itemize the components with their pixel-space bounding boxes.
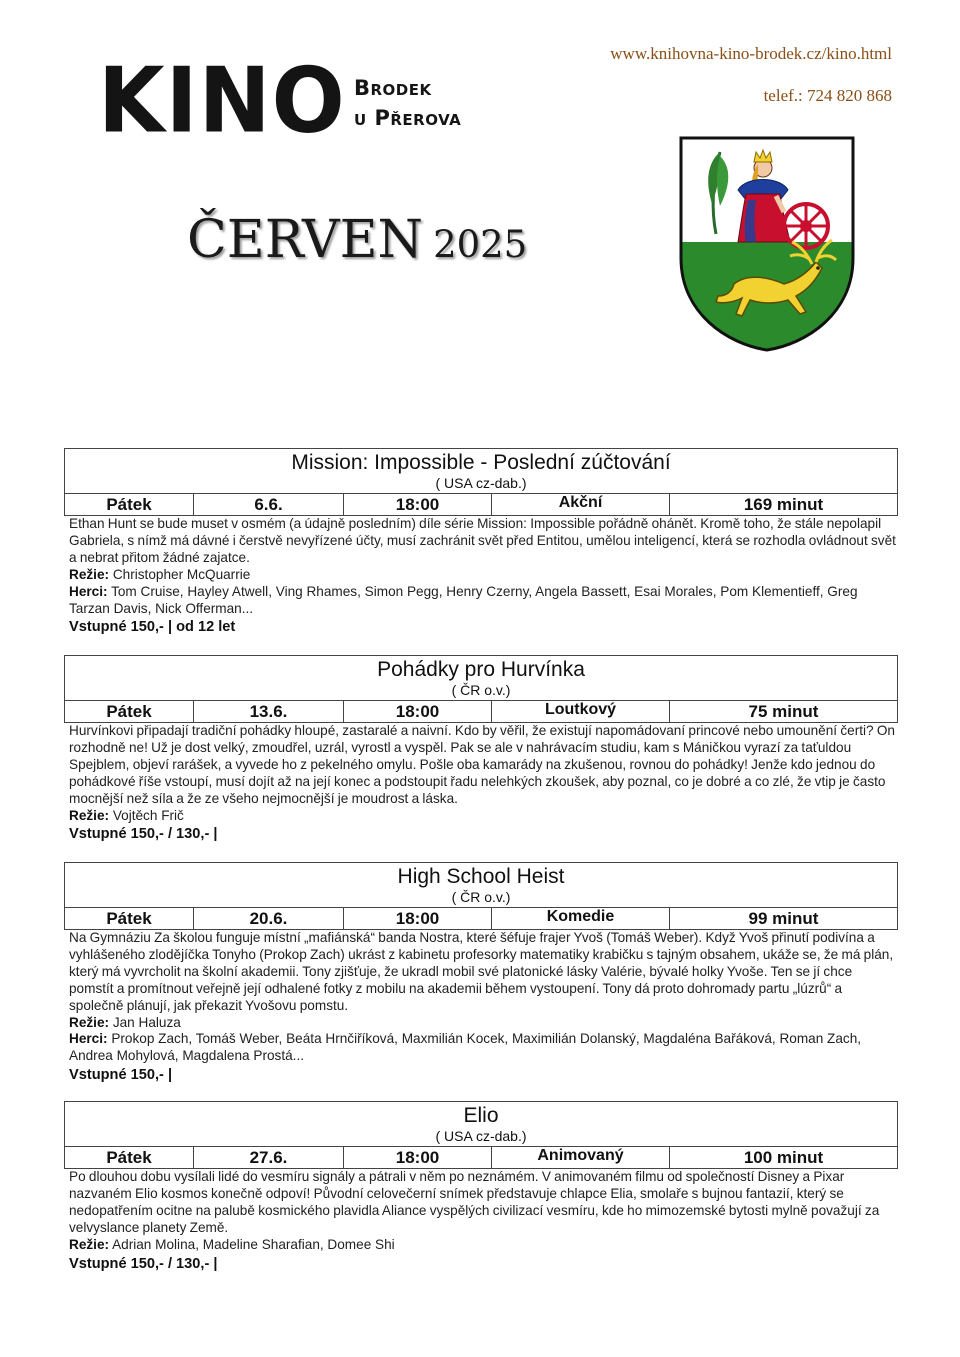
screening-time: 18:00 — [344, 494, 492, 515]
screening-info-row — [64, 907, 898, 930]
logo-town-line1: Brodek — [354, 76, 432, 100]
film-genre: Animovaný — [492, 1147, 670, 1168]
cinema-logo — [98, 48, 498, 154]
film-entry — [64, 448, 898, 636]
screening-day: Pátek — [65, 908, 194, 929]
screening-date: 20.6. — [194, 908, 344, 929]
cast-label: Herci: — [69, 583, 108, 599]
film-title: Pohádky pro Hurvínka — [377, 658, 585, 681]
film-genre: Loutkový — [492, 701, 670, 722]
month-name: ČERVEN — [187, 210, 424, 270]
director-names: Christopher McQuarrie — [112, 566, 251, 582]
phone-number: telef.: 724 820 868 — [763, 86, 892, 105]
screening-date: 13.6. — [194, 701, 344, 722]
director-label: Režie: — [69, 1014, 110, 1030]
cast-names: Prokop Zach, Tomáš Weber, Beáta Hrnčiříková, Maxmilián Kocek, Maximilián Dolanský, Magdaléna Bařáková, Roman Zach, Andrea Mohylová, Magdalena Prostá... — [69, 1031, 862, 1064]
film-price: Vstupné 150,- / 130,- | — [69, 1255, 218, 1272]
director-label: Režie: — [69, 1236, 110, 1252]
film-description: Po dlouhou dobu vysílali lidé do vesmíru signály a pátrali v něm po neznámém. V animovaném filmu od společností Disney a Pixar nazvaném Elio kosmos konečně odpoví! Původní celovečerní snímek představuje chlapce Elia, smolaře s bujnou fantazií, který se nedopatřením ocitne na palubě kosmického plavidla Aliance vyspělých civilizací vesmíru, kde ho mimozemské bytosti mylně považují za velvyslance planety Země. — [69, 1169, 880, 1235]
film-genre: Komedie — [492, 908, 670, 929]
screening-date: 6.6. — [194, 494, 344, 515]
film-origin: ( ČR o.v.) — [451, 889, 511, 905]
film-header — [64, 655, 898, 700]
film-description: Hurvínkovi připadají tradiční pohádky hloupé, zastaralé a naivní. Kdo by věřil, že existují napomádovaní princové nebo umounění čerti? On rozhodně ne! Už je dost velký, zmoudřel, uzrál, vyrostl a vyspěl. Pak se ale v nahrávacím studiu, kam s Máničkou vyrazí za taťuldou Spejblem, objeví rarášek, a vyvede ho z pekelného omylu. Pošle oba kamarády na zkušenou, rovnou do pohádky! Jenže kdo jednou do pohádkové říše vstoupí, musí dojít až na její konec a podstoupit řadu nelehkých zkoušek, aby poznal, co je dobré a co zlé, že vtip je často mocnější než síla a že ze všeho nejmocnější je moudrost a láska. — [69, 723, 895, 806]
logo-kino-text: KINO — [98, 48, 346, 154]
film-origin: ( USA cz-dab.) — [435, 1128, 527, 1144]
film-cast — [69, 584, 898, 618]
film-director — [69, 1015, 898, 1032]
film-price: Vstupné 150,- | od 12 let — [69, 619, 236, 636]
screening-day: Pátek — [65, 701, 194, 722]
film-description: Ethan Hunt se bude muset v osmém (a údajně posledním) díle série Mission: Impossible pořádně ohánět. Kromě toho, že stále nepolapil Gabriela, s nímž má dávné i čerstvě nevyřízené účty, musí zachránit svět před Entitou, umělou inteligencí, která se rozhodla ovládnout svět a nebrat přitom žádné zajatce. — [69, 516, 896, 565]
screening-info-row — [64, 493, 898, 516]
film-price: Vstupné 150,- / 130,- | — [69, 826, 218, 843]
director-names: Jan Haluza — [112, 1014, 181, 1030]
screening-info-row — [64, 700, 898, 723]
director-label: Režie: — [69, 807, 110, 823]
film-entry — [64, 862, 898, 1084]
logo-town-line2: u Přerova — [354, 106, 462, 130]
screening-info-row — [64, 1146, 898, 1169]
film-title: Elio — [463, 1104, 499, 1127]
screening-day: Pátek — [65, 494, 194, 515]
screening-time: 18:00 — [344, 908, 492, 929]
film-director — [69, 567, 898, 584]
screening-date: 27.6. — [194, 1147, 344, 1168]
screening-time: 18:00 — [344, 1147, 492, 1168]
film-header — [64, 1101, 898, 1146]
screening-time: 18:00 — [344, 701, 492, 722]
film-length: 99 minut — [748, 909, 819, 928]
website-link[interactable]: www.knihovna-kino-brodek.cz/kino.html — [610, 44, 892, 63]
cast-label: Herci: — [69, 1031, 108, 1047]
film-director — [69, 1237, 898, 1254]
film-title: Mission: Impossible - Poslední zúčtování — [291, 451, 671, 474]
film-genre: Akční — [492, 494, 670, 515]
film-header — [64, 862, 898, 907]
film-director — [69, 808, 898, 825]
director-names: Adrian Molina, Madeline Sharafian, Domee Shi — [112, 1236, 395, 1252]
film-length: 169 minut — [743, 495, 824, 514]
film-origin: ( ČR o.v.) — [451, 682, 511, 698]
month-year: 2025 — [433, 223, 528, 266]
film-origin: ( USA cz-dab.) — [435, 475, 527, 491]
film-entry — [64, 655, 898, 843]
film-header — [64, 448, 898, 493]
film-length: 75 minut — [748, 702, 819, 721]
cast-names: Tom Cruise, Hayley Atwell, Ving Rhames, Simon Pegg, Henry Czerny, Angela Bassett, Esai Morales, Pom Klementieff, Greg Tarzan Davis, Nick Offerman... — [69, 583, 858, 616]
director-label: Režie: — [69, 566, 110, 582]
film-cast — [69, 1031, 898, 1065]
film-length: 100 minut — [743, 1148, 824, 1167]
screening-day: Pátek — [65, 1147, 194, 1168]
director-names: Vojtěch Frič — [112, 807, 184, 823]
municipal-coat-of-arms-icon — [676, 134, 858, 354]
film-price: Vstupné 150,- | — [69, 1067, 173, 1084]
program-month-title — [187, 210, 527, 270]
film-title: High School Heist — [397, 865, 565, 888]
film-description: Na Gymnáziu Za školou funguje místní „mafiánská“ banda Nostra, které šéfuje frajer Yvoš (Tomáš Weber). Když Yvoš přinutí podivína a vyhlášeného zlodějíčka Tonyho (Prokop Zach) ukrást z kabinetu profesorky matematiky krabičku s tajným obsahem, ukáže se, že má plán, který má vyvrcholit na školní akademii. Tony zjišťuje, že ukradl mobil své platonické lásky Valérie, bývalé holky Yvoše. Ten se jí chce pomstít a promítnout veřejně její odhalené fotky z mobilu na akademii během vystoupení. Tony dá proto dohromady partu „lúzrů“ a společně plánují, jak překazit Yvošovu pomstu. — [69, 930, 894, 1013]
film-entry — [64, 1101, 898, 1273]
